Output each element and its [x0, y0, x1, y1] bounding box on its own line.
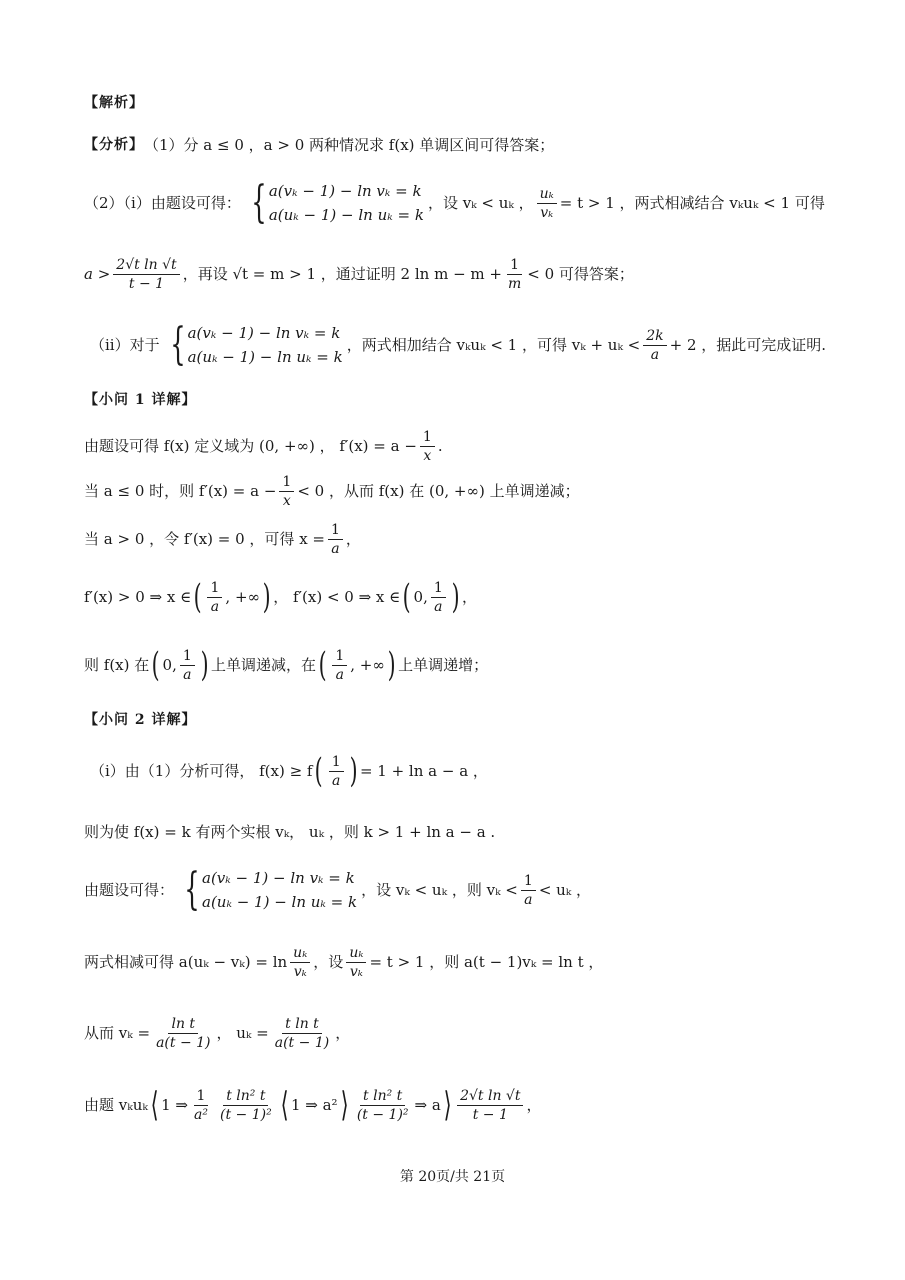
- heading-jiexi: 【解析】: [84, 95, 144, 111]
- system-row-2: a(uₖ − 1) − ln uₖ = k: [268, 206, 424, 224]
- heading-fenxi: 【分析】: [84, 137, 144, 153]
- part1-line-1: 由题设可得 f(x) 定义域为 (0, +∞) ， f′(x) = a − $\frac{1}{x}$ .: [84, 428, 443, 464]
- equation-system: { a(vₖ − 1) − ln vₖ = k a(uₖ − 1) − ln uₖ = k: [251, 177, 424, 228]
- equation-system-3: { a(vₖ − 1) − ln vₖ = k a(uₖ − 1) − ln uₖ = k: [184, 864, 358, 915]
- fraction-2sqrt-t: $\frac{\text{2√t ln √t}}{t - 1}$: [113, 256, 179, 293]
- analysis-line-1: [84, 135, 865, 155]
- analysis-text-2-mid: ，设 vₖ < uₖ ，: [427, 194, 534, 212]
- part1-line-3: 当 a > 0 ，令 f′(x) = 0 ，可得 x = $\frac{1}{a}$ ，: [84, 521, 361, 557]
- fraction-uk: $\frac{\text{t ln t}}{a(t - 1)}$: [274, 1015, 330, 1051]
- fraction-uk-vk-3: $\frac{\text{uₖ}}{\text{vₖ}}$: [346, 944, 366, 981]
- part1-line-4: f′(x) > 0 ⇒ x ∈ ( $\frac{1}{a}$ , +∞ ) ， f′(x) < 0 ⇒ x ∈ ( 0, $\frac{1}{a}$ ) ，: [84, 577, 478, 617]
- system-row-1: a(vₖ − 1) − ln vₖ = k: [268, 182, 422, 200]
- fraction-1-a-4: $\frac{1}{a}$: [431, 579, 446, 616]
- analysis-line-2: [84, 178, 865, 228]
- fraction-tln2t-2: $\frac{\text{t ln² t}}{\text{(t − 1)²}}$: [356, 1087, 409, 1123]
- fraction-1-a-8: $\frac{1}{a}$: [521, 872, 536, 909]
- analysis-text-4-lead: （ii）对于: [90, 336, 160, 354]
- analysis-text-3-lhs: a >: [84, 265, 111, 283]
- heading-question-1: 【小问 1 详解】: [84, 392, 197, 408]
- part1-line-5: 则 f(x) 在 ( 0, $\frac{1}{a}$ ) 上单调递减，在 ( $\frac{1}{a}$ , +∞ ) 上单调递增；: [84, 645, 489, 685]
- analysis-text-1: （1）分 a ≤ 0 ，a > 0 两种情况求 f(x) 单调区间可得答案；: [144, 136, 555, 154]
- heading-question-2: 【小问 2 详解】: [84, 712, 197, 728]
- page-footer: 第 20页/共 21页: [399, 1169, 506, 1185]
- fraction-1-a2: $\frac{1}{\text{a²}}$: [194, 1087, 208, 1123]
- fraction-2sqrt-t-2: $\frac{\text{2√t ln √t}}{t - 1}$: [457, 1087, 523, 1124]
- fraction-1-a: $\frac{1}{a}$: [328, 521, 343, 558]
- fraction-1-a-5: $\frac{1}{a}$: [180, 647, 195, 684]
- part2-line-6: 由题 vₖuₖ ⟨ 1 ⇒ $\frac{1}{\text{a²}}$ $\frac{\text{t ln² t}}{\text{(t − 1)²}}$ ⟨ 1 ⇒ a² ⟩ $\frac{\text{t ln² t}}{\text{(t − 1)²}}$ ⇒ a ⟩ $\frac{\text{2√t ln √t}}{t - 1}$ ，: [84, 1085, 542, 1125]
- analysis-text-4-mid: ，两式相加结合 vₖuₖ < 1 ，可得 vₖ + uₖ <: [346, 336, 641, 354]
- fraction-uk-vk-2: $\frac{\text{uₖ}}{\text{vₖ}}$: [290, 944, 310, 981]
- analysis-line-4: [90, 320, 865, 370]
- analysis-text-4-tail: + 2 ，据此可完成证明.: [669, 336, 827, 354]
- fraction-vk: $\frac{\text{ln t}}{a(t - 1)}$: [156, 1015, 211, 1051]
- fraction-1-a-7: $\frac{1}{a}$: [329, 753, 344, 790]
- part2-line-1: （i）由（1）分析可得， f(x) ≥ f ( $\frac{1}{a}$ ) = 1 + ln a − a ，: [90, 751, 488, 791]
- part2-line-5: 从而 vₖ = $\frac{\text{ln t}}{a(t - 1)}$ ， uₖ = $\frac{\text{t ln t}}{a(t - 1)}$ ，: [84, 1015, 351, 1051]
- fraction-2k-a: $\frac{2k}{a}$: [643, 327, 666, 364]
- fraction-1-x: $\frac{1}{x}$: [420, 428, 435, 465]
- analysis-text-2-tail: = t > 1 ，两式相减结合 vₖuₖ < 1 可得: [559, 194, 825, 212]
- fraction-1-x-2: $\frac{1}{x}$: [279, 473, 294, 510]
- analysis-text-2-lead: （2）（i）由题设可得：: [84, 194, 241, 212]
- part2-line-2: 则为使 f(x) = k 有两个实根 vₖ， uₖ ，则 k > 1 + ln a − a .: [84, 823, 496, 841]
- part2-line-4: 两式相减可得 a(uₖ − vₖ) = ln $\frac{\text{uₖ}}{\text{vₖ}}$ ，设 $\frac{\text{uₖ}}{\text{vₖ}}$ = t > 1 ，则 a(t − 1)vₖ = ln t ，: [84, 944, 604, 980]
- fraction-1-a-3: $\frac{1}{a}$: [207, 579, 222, 616]
- analysis-text-3-mid: ，再设 √t = m > 1 ，通过证明 2 ln m − m +: [182, 265, 502, 283]
- analysis-line-3: [84, 252, 865, 296]
- fraction-uk-vk: $\frac{\text{uₖ}}{\text{vₖ}}$: [537, 185, 557, 222]
- part2-line-3: 由题设可得： { a(vₖ − 1) − ln vₖ = k a(uₖ − 1) − ln uₖ = k ，设 vₖ < uₖ ，则 vₖ < $\frac{1}{a}$ < uₖ ，: [84, 864, 592, 915]
- analysis-text-3-tail: < 0 可得答案；: [527, 265, 634, 283]
- fraction-1-a-6: $\frac{1}{a}$: [332, 647, 347, 684]
- part1-line-2: 当 a ≤ 0 时，则 f′(x) = a − $\frac{1}{x}$ < 0 ，从而 f(x) 在 (0, +∞) 上单调递减；: [84, 473, 580, 509]
- equation-system-2: { a(vₖ − 1) − ln vₖ = k a(uₖ − 1) − ln uₖ = k: [169, 319, 343, 370]
- fraction-1-m: $\frac{1}{m}$: [507, 256, 522, 292]
- fraction-tln2t: $\frac{\text{t ln² t}}{\text{(t − 1)²}}$: [219, 1087, 272, 1123]
